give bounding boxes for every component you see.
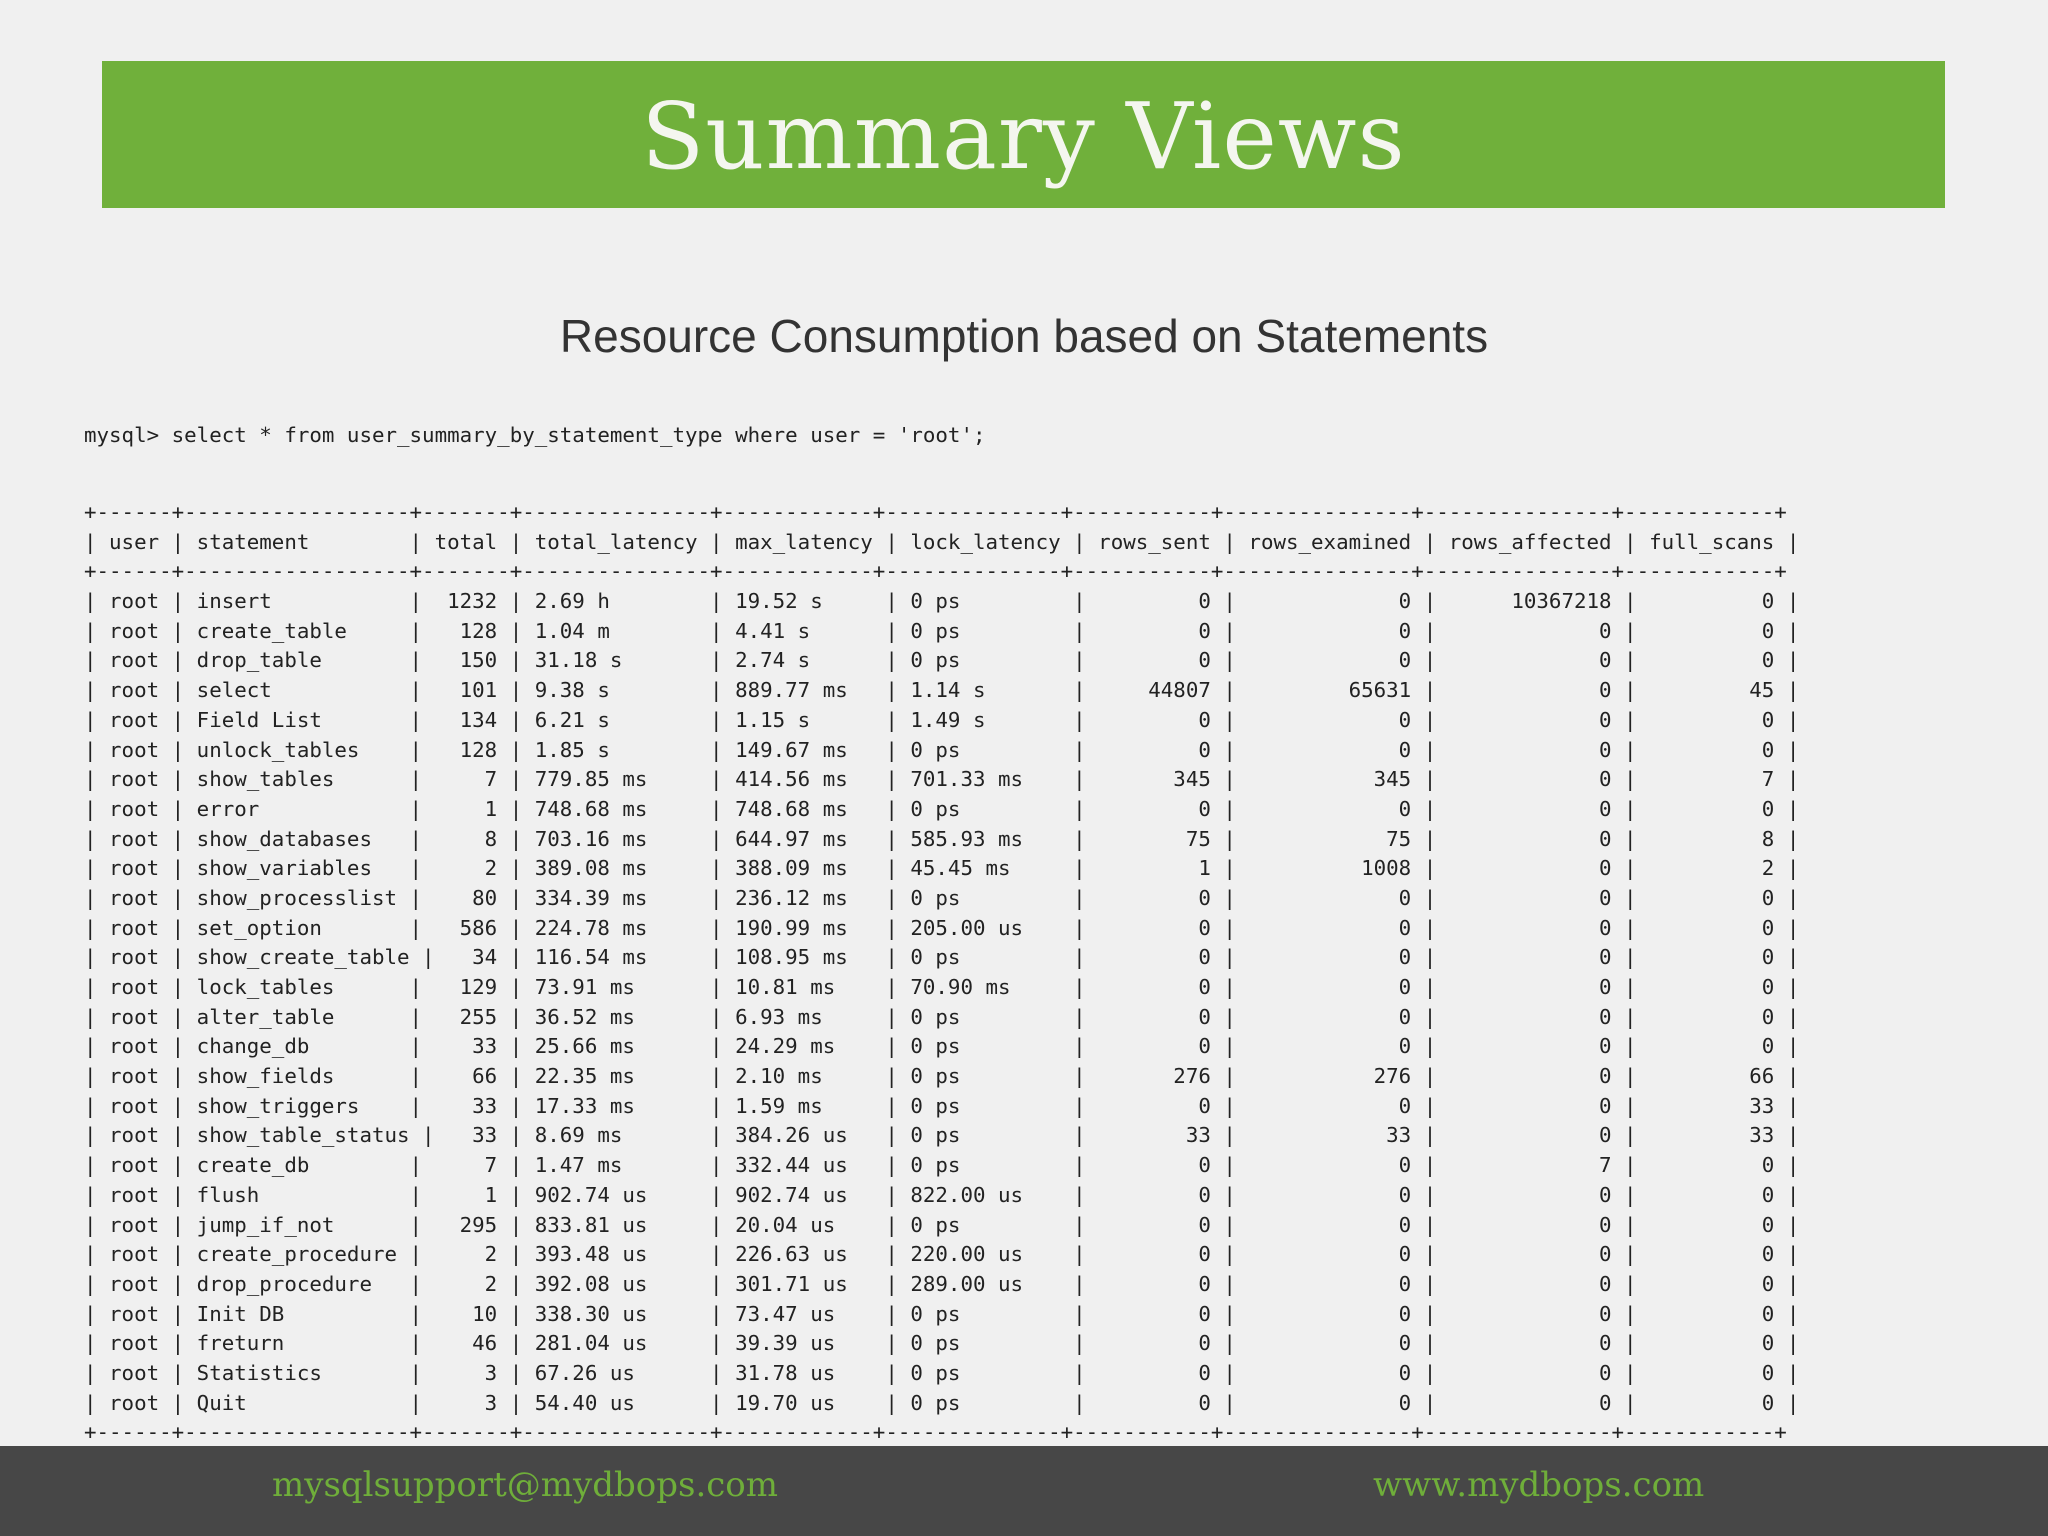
table-row: | root | select | 101 | 9.38 s | 889.77 ms | 1.14 s | 44807 | 65631 | 0 | 45 | — [84, 678, 1800, 703]
footer-email[interactable]: mysqlsupport@mydbops.com — [272, 1465, 779, 1505]
table-row: | root | freturn | 46 | 281.04 us | 39.39 us | 0 ps | 0 | 0 | 0 | 0 | — [84, 1331, 1800, 1356]
table-row: | root | show_variables | 2 | 389.08 ms | 388.09 ms | 45.45 ms | 1 | 1008 | 0 | 2 | — [84, 856, 1800, 881]
table-row: | root | create_table | 128 | 1.04 m | 4.41 s | 0 ps | 0 | 0 | 0 | 0 | — [84, 618, 1800, 643]
table-row: | root | show_triggers | 33 | 17.33 ms | 1.59 ms | 0 ps | 0 | 0 | 0 | 33 | — [84, 1093, 1800, 1118]
terminal-output — [84, 372, 1799, 1472]
table-row: | root | show_table_status | 33 | 8.69 ms | 384.26 us | 0 ps | 33 | 33 | 0 | 33 | — [84, 1123, 1800, 1148]
table-border: +------+------------------+-------+---------------+------------+--------------+-----------+---------------+---------------+------------+ — [84, 559, 1787, 584]
table-row: | root | alter_table | 255 | 36.52 ms | 6.93 ms | 0 ps | 0 | 0 | 0 | 0 | — [84, 1004, 1800, 1029]
footer-website[interactable]: www.mydbops.com — [1373, 1465, 1705, 1505]
slide-subtitle: Resource Consumption based on Statements — [559, 310, 1489, 362]
table-row: | root | drop_procedure | 2 | 392.08 us | 301.71 us | 289.00 us | 0 | 0 | 0 | 0 | — [84, 1271, 1800, 1296]
table-row: | root | drop_table | 150 | 31.18 s | 2.74 s | 0 ps | 0 | 0 | 0 | 0 | — [84, 648, 1800, 673]
table-row: | root | Statistics | 3 | 67.26 us | 31.78 us | 0 ps | 0 | 0 | 0 | 0 | — [84, 1360, 1800, 1385]
table-row: | root | show_databases | 8 | 703.16 ms | 644.97 ms | 585.93 ms | 75 | 75 | 0 | 8 | — [84, 826, 1800, 851]
sql-query: mysql> select * from user_summary_by_statement_type where user = 'root'; — [84, 423, 986, 447]
table-row: | root | Quit | 3 | 54.40 us | 19.70 us | 0 ps | 0 | 0 | 0 | 0 | — [84, 1390, 1800, 1415]
table-row: | root | show_fields | 66 | 22.35 ms | 2.10 ms | 0 ps | 276 | 276 | 0 | 66 | — [84, 1064, 1800, 1089]
table-border: +------+------------------+-------+---------------+------------+--------------+-----------+---------------+---------------+------------+ — [84, 1420, 1787, 1445]
table-row: | root | unlock_tables | 128 | 1.85 s | 149.67 ms | 0 ps | 0 | 0 | 0 | 0 | — [84, 737, 1800, 762]
table-row: | root | insert | 1232 | 2.69 h | 19.52 s | 0 ps | 0 | 0 | 10367218 | 0 | — [84, 589, 1800, 614]
slide-title: Summary Views — [641, 82, 1406, 190]
table-row: | root | lock_tables | 129 | 73.91 ms | 10.81 ms | 70.90 ms | 0 | 0 | 0 | 0 | — [84, 975, 1800, 999]
result-table — [84, 498, 1799, 1448]
table-row: | root | show_tables | 7 | 779.85 ms | 414.56 ms | 701.33 ms | 345 | 345 | 0 | 7 | — [84, 767, 1800, 792]
table-row: | root | Init DB | 10 | 338.30 us | 73.47 us | 0 ps | 0 | 0 | 0 | 0 | — [84, 1301, 1800, 1326]
table-row: | root | create_procedure | 2 | 393.48 us | 226.63 us | 220.00 us | 0 | 0 | 0 | 0 | — [84, 1242, 1800, 1267]
table-row: | root | error | 1 | 748.68 ms | 748.68 ms | 0 ps | 0 | 0 | 0 | 0 | — [84, 796, 1800, 821]
table-row: | root | create_db | 7 | 1.47 ms | 332.44 us | 0 ps | 0 | 0 | 7 | 0 | — [84, 1153, 1800, 1178]
table-header-row: | user | statement | total | total_latency | max_latency | lock_latency | rows_sent | rows_examined | rows_affected | full_scans | — [84, 529, 1800, 554]
table-row: | root | set_option | 586 | 224.78 ms | 190.99 ms | 205.00 us | 0 | 0 | 0 | 0 | — [84, 915, 1800, 940]
table-row: | root | show_create_table | 34 | 116.54 ms | 108.95 ms | 0 ps | 0 | 0 | 0 | 0 | — [84, 945, 1800, 970]
table-row: | root | Field List | 134 | 6.21 s | 1.15 s | 1.49 s | 0 | 0 | 0 | 0 | — [84, 707, 1800, 732]
table-row: | root | change_db | 33 | 25.66 ms | 24.29 ms | 0 ps | 0 | 0 | 0 | 0 | — [84, 1034, 1800, 1059]
table-row: | root | jump_if_not | 295 | 833.81 us | 20.04 us | 0 ps | 0 | 0 | 0 | 0 | — [84, 1212, 1800, 1237]
table-row: | root | flush | 1 | 902.74 us | 902.74 us | 822.00 us | 0 | 0 | 0 | 0 | — [84, 1182, 1800, 1207]
table-border: +------+------------------+-------+---------------+------------+--------------+-----------+---------------+---------------+------------+ — [84, 500, 1787, 524]
title-banner — [102, 61, 1945, 208]
table-row: | root | show_processlist | 80 | 334.39 ms | 236.12 ms | 0 ps | 0 | 0 | 0 | 0 | — [84, 885, 1800, 910]
footer-bar — [0, 1446, 2048, 1536]
